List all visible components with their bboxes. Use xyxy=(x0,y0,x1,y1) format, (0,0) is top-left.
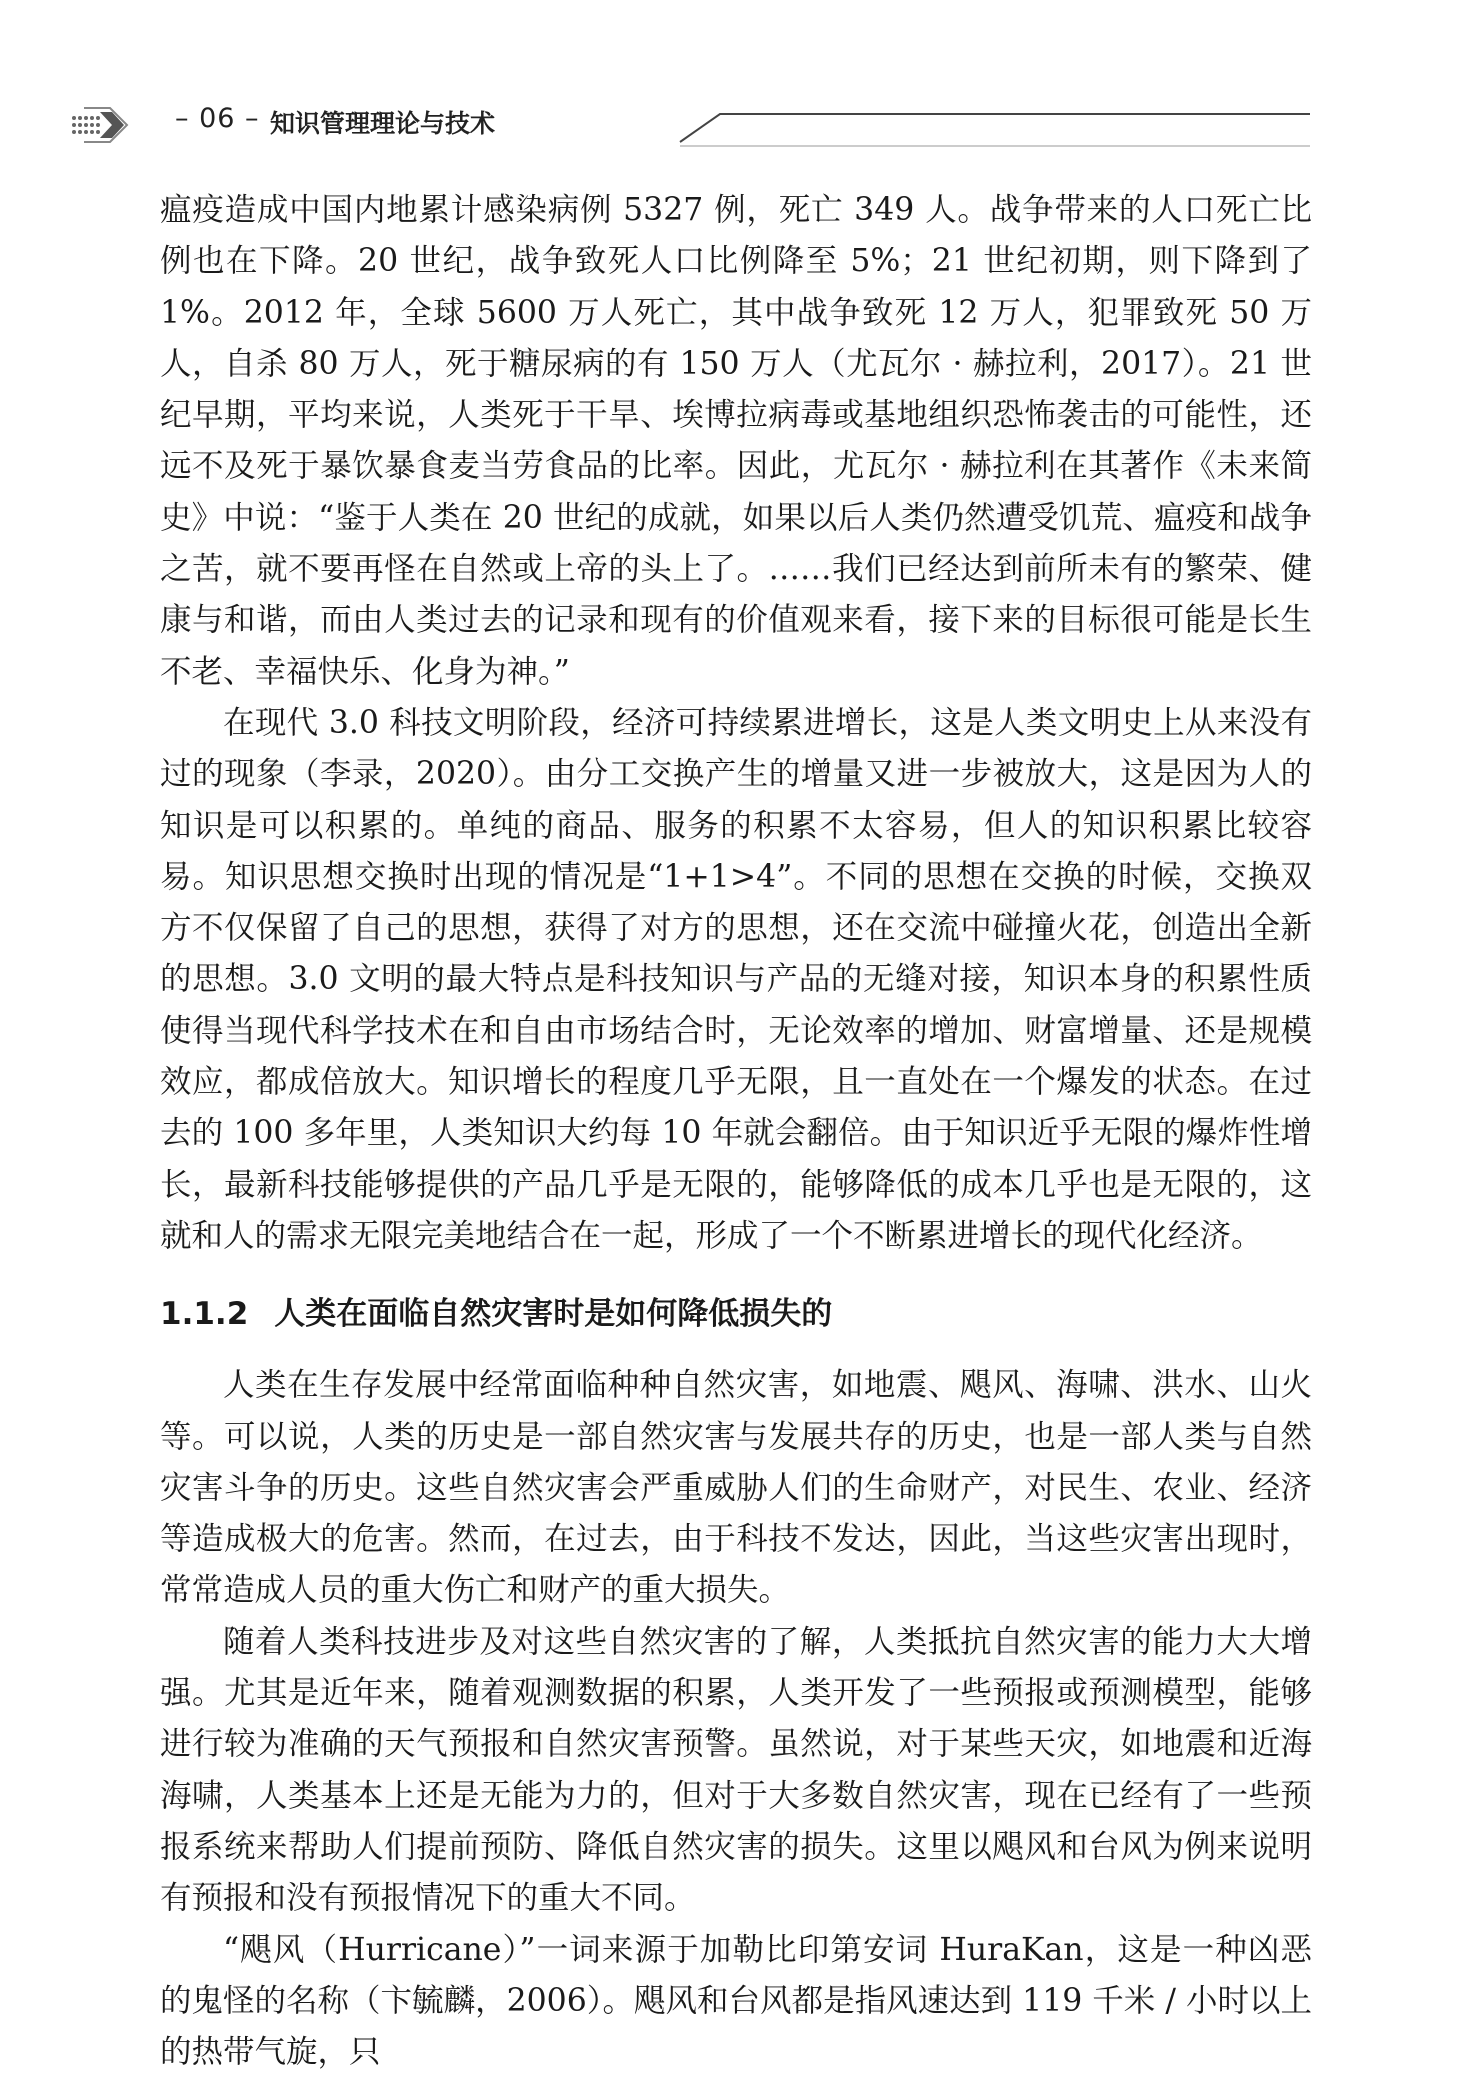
section-heading xyxy=(160,1290,1312,1338)
running-header xyxy=(70,100,1310,150)
paragraph: “飓风（Hurricane）”一词来源于加勒比印第安词 HuraKan，这是一种凶恶的鬼怪的名称（卞毓麟，2006）。飓风和台风都是指风速达到 119 千米 / 小时以上的热带气旋，只 xyxy=(160,1925,1312,2078)
paragraph: 人类在生存发展中经常面临种种自然灾害，如地震、飓风、海啸、洪水、山火等。可以说，人类的历史是一部自然灾害与发展共存的历史，也是一部人类与自然灾害斗争的历史。这些自然灾害会严重威胁人们的生命财产，对民生、农业、经济等造成极大的危害。然而，在过去，由于科技不发达，因此，当这些灾害出现时，常常造成人员的重大伤亡和财产的重大损失。 xyxy=(160,1360,1312,1616)
page-body xyxy=(160,185,1312,2078)
page-number: – 06 – xyxy=(175,103,260,134)
section-title: 人类在面临自然灾害时是如何降低损失的 xyxy=(274,1296,832,1332)
paragraph: 瘟疫造成中国内地累计感染病例 5327 例，死亡 349 人。战争带来的人口死亡比例也在下降。20 世纪，战争致死人口比例降至 5%；21 世纪初期，则下降到了 1%。2012 年，全球 5600 万人死亡，其中战争致死 12 万人，犯罪致死 50 万人，自杀 80 万人，死于糖尿病的有 150 万人（尤瓦尔 · 赫拉利，2017）。21 世纪早期，平均来说，人类死于干旱、埃博拉病毒或基地组织恐怖袭击的可能性，还远不及死于暴饮暴食麦当劳食品的比率。因此，尤瓦尔 · 赫拉利在其著作《未来简史》中说：“鉴于人类在 20 世纪的成就，如果以后人类仍然遭受饥荒、瘟疫和战争之苦，就不要再怪在自然或上帝的头上了。……我们已经达到前所未有的繁荣、健康与和谐，而由人类过去的记录和现有的价值观来看，接下来的目标很可能是长生不老、幸福快乐、化身为神。” xyxy=(160,185,1312,698)
paragraph: 在现代 3.0 科技文明阶段，经济可持续累进增长，这是人类文明史上从来没有过的现象（李录，2020）。由分工交换产生的增量又进一步被放大，这是因为人的知识是可以积累的。单纯的商品、服务的积累不太容易，但人的知识积累比较容易。知识思想交换时出现的情况是“1+1>4”。不同的思想在交换的时候，交换双方不仅保留了自己的思想，获得了对方的思想，还在交流中碰撞火花，创造出全新的思想。3.0 文明的最大特点是科技知识与产品的无缝对接，知识本身的积累性质使得当现代科学技术在和自由市场结合时，无论效率的增加、财富增量、还是规模效应，都成倍放大。知识增长的程度几乎无限，且一直处在一个爆发的状态。在过去的 100 多年里，人类知识大约每 10 年就会翻倍。由于知识近乎无限的爆炸性增长，最新科技能够提供的产品几乎是无限的，能够降低的成本几乎也是无限的，这就和人的需求无限完美地结合在一起，形成了一个不断累进增长的现代化经济。 xyxy=(160,698,1312,1262)
book-title: 知识管理理论与技术 xyxy=(270,104,495,140)
paragraph: 随着人类科技进步及对这些自然灾害的了解，人类抵抗自然灾害的能力大大增强。尤其是近年来，随着观测数据的积累，人类开发了一些预报或预测模型，能够进行较为准确的天气预报和自然灾害预警。虽然说，对于某些天灾，如地震和近海海啸，人类基本上还是无能为力的，但对于大多数自然灾害，现在已经有了一些预报系统来帮助人们提前预防、降低自然灾害的损失。这里以飓风和台风为例来说明有预报和没有预报情况下的重大不同。 xyxy=(160,1617,1312,1925)
section-number: 1.1.2 xyxy=(160,1296,248,1332)
